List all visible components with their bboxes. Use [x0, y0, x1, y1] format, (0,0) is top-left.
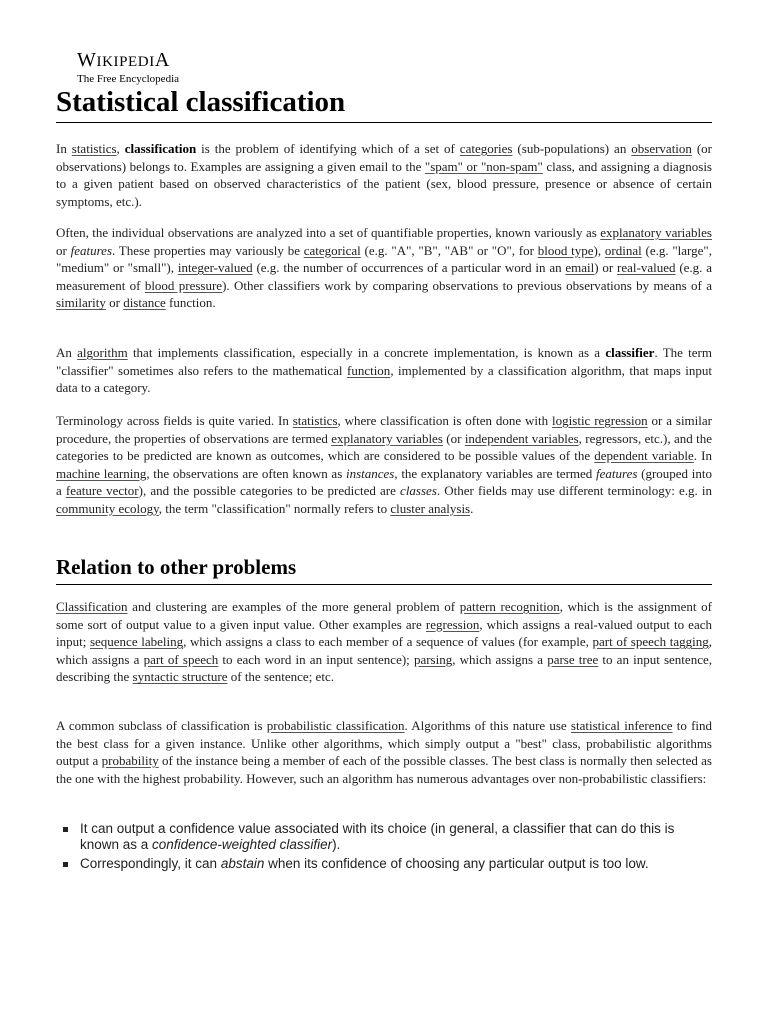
link-algorithm[interactable]: algorithm	[77, 345, 128, 360]
link-blood-type[interactable]: blood type	[537, 242, 594, 258]
link-statistics-2[interactable]: statistics	[292, 413, 338, 428]
link-probabilistic-classification[interactable]: probabilistic classification	[266, 718, 405, 733]
link-parsing[interactable]: parsing	[413, 651, 453, 667]
link-distance[interactable]: distance	[123, 295, 166, 311]
link-email[interactable]: email	[565, 260, 595, 276]
logo-tagline: The Free Encyclopedia	[77, 73, 180, 85]
link-real-valued[interactable]: real-valued	[617, 260, 676, 276]
link-cluster-analysis[interactable]: cluster analysis	[390, 500, 471, 516]
link-dependent-variable[interactable]: dependent variable	[594, 448, 694, 464]
section-relation	[56, 553, 712, 585]
link-categories[interactable]: categories	[459, 141, 513, 156]
list-item: It can output a confidence value associated with its choice (in general, a classifier that can do this is known as a confidence-weighted classifier).	[56, 821, 712, 853]
link-function[interactable]: function	[346, 362, 391, 378]
link-machine-learning[interactable]: machine learning	[56, 465, 147, 481]
link-feature-vector[interactable]: feature vector	[65, 483, 139, 499]
paragraph-probabilistic: A common subclass of classification is probabilistic classification. Algorithms of this nature use statistical inference to find the best class for a given instance. Unlike other algorithms, which simply output a "best" class, probabilistic algorithms output a probability of the instance being a member of each of the possible classes. The best class is normally then selected as the one with the highest probability. However, such an algorithm has numerous advantages over non-probabilistic classifiers:	[56, 718, 713, 786]
link-regression[interactable]: regression	[425, 616, 480, 632]
link-observation[interactable]: observation	[631, 141, 692, 156]
link-spam[interactable]: "spam" or "non-spam"	[424, 158, 543, 174]
link-similarity[interactable]: similarity	[56, 295, 106, 311]
paragraph-classifier: An algorithm that implements classification, especially in a concrete implementation, is known as a classifier. The term "classifier" sometimes also refers to the mathematical function, implemented by a classification algorithm, that maps input data to a category.	[56, 345, 713, 396]
logo-wordmark: WIKIPEDIA	[77, 49, 170, 71]
link-independent-variables[interactable]: independent variables	[464, 430, 579, 446]
link-explanatory-variables-2[interactable]: explanatory variables	[331, 430, 443, 446]
list-item: Correspondingly, it can abstain when its confidence of choosing any particular output is too low.	[56, 856, 712, 872]
paragraph-terminology: Terminology across fields is quite varied. In statistics, where classification is often done with logistic regression or a similar procedure, the properties of observations are termed explanatory variables (or independent variables, regressors, etc.), and the categories to be predicted are known as outcomes, which are considered to be possible values of the dependent variable. In machine learning, the observations are often known as instances, the explanatory variables are termed features (grouped into a feature vector), and the possible categories to be predicted are classes. Other fields may use different terminology: e.g. in community ecology, the term "classification" normally refers to cluster analysis.	[56, 413, 713, 516]
link-categorical[interactable]: categorical	[303, 242, 361, 258]
paragraph-relation: Classification and clustering are examples of the more general problem of pattern recognition, which is the assignment of some sort of output value to a given input value. Other examples are regression, which assigns a real-valued output to each input; sequence labeling, which assigns a class to each member of a sequence of values (for example, part of speech tagging, which assigns a part of speech to each word in an input sentence); parsing, which assigns a parse tree to an input sentence, describing the syntactic structure of the sentence; etc.	[56, 599, 712, 685]
paragraph-observations: Often, the individual observations are analyzed into a set of quantifiable properties, known variously as explanatory variables or features. These properties may variously be categorical (e.g. "A", "B", "AB" or "O", for blood type), ordinal (e.g. "large", "medium" or "small"), integer-valued (e.g. the number of occurrences of a particular word in an email) or real-valued (e.g. a measurement of blood pressure). Other classifiers work by comparing observations to previous observations by means of a similarity or distance function.	[56, 225, 712, 311]
term-classifier: classifier	[605, 345, 655, 360]
link-statistical-inference[interactable]: statistical inference	[570, 718, 673, 733]
link-pattern-recognition[interactable]: pattern recognition	[459, 599, 560, 614]
link-sequence-labeling[interactable]: sequence labeling	[89, 634, 184, 650]
link-explanatory-variables[interactable]: explanatory variables	[600, 225, 712, 240]
term-classification: classification	[124, 141, 197, 156]
link-pos-tagging[interactable]: part of speech tagging	[592, 634, 709, 650]
advantages-list	[56, 821, 712, 875]
link-part-of-speech[interactable]: part of speech	[143, 651, 219, 667]
link-syntactic-structure[interactable]: syntactic structure	[132, 669, 228, 685]
link-ordinal[interactable]: ordinal	[604, 242, 642, 258]
intro-paragraph: In statistics, classification is the problem of identifying which of a set of categories (sub-populations) an observation (or observations) belongs to. Examples are assigning a given email to the "spam" or "non-spam" class, and assigning a diagnosis to a given patient based on observed characteristics of the patient (sex, blood pressure, presence or absence of certain symptoms, etc.).	[56, 141, 713, 209]
link-blood-pressure[interactable]: blood pressure	[144, 277, 223, 293]
link-statistics[interactable]: statistics	[71, 141, 117, 156]
link-probability[interactable]: probability	[101, 753, 159, 769]
link-classification[interactable]: Classification	[56, 599, 128, 614]
page-title: Statistical classification	[56, 84, 712, 123]
link-logistic-regression[interactable]: logistic regression	[552, 413, 648, 428]
link-parse-tree[interactable]: parse tree	[547, 651, 599, 667]
link-integer-valued[interactable]: integer-valued	[177, 260, 253, 276]
wikipedia-logo[interactable]	[77, 50, 179, 86]
section-heading-relation: Relation to other problems	[56, 553, 712, 585]
link-community-ecology[interactable]: community ecology	[56, 500, 159, 516]
